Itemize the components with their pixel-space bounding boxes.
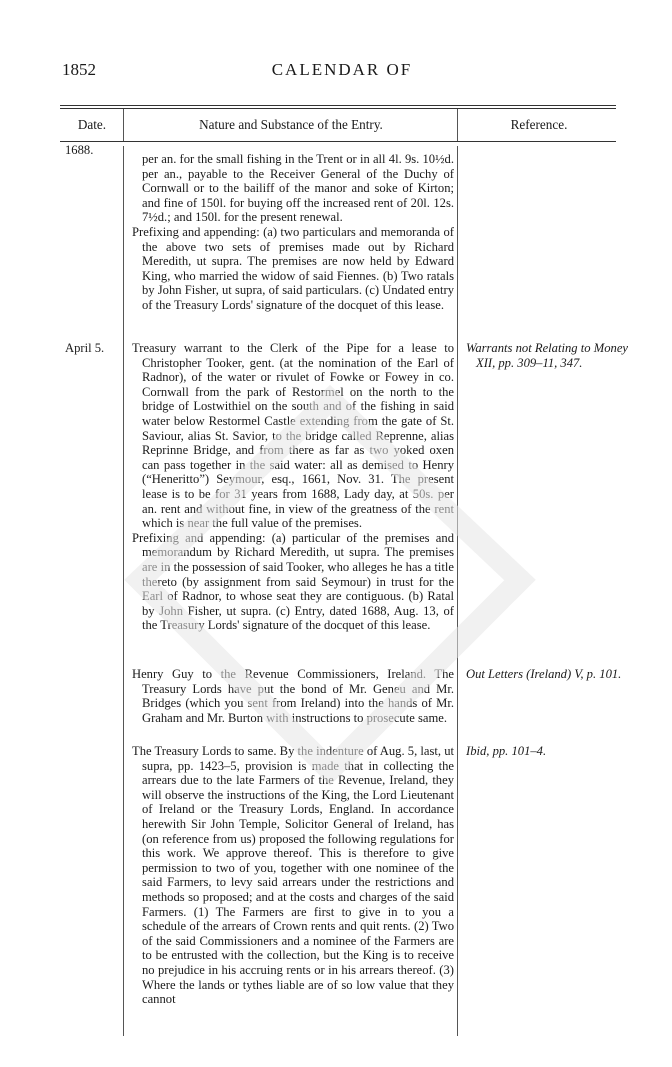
entry-date: April 5.: [65, 341, 105, 355]
entry-paragraph: Treasury warrant to the Clerk of the Pipe for a lease to Christopher Tooker, gent. (at the nomination of the Earl of Radnor), of the water or rivulet of Fowke or Fowey in co. Cornwall from the park of Restormel on the north to the bridge of Lostwithiel on the south and of the fishing in said water below Restormel Castle extending from the gate of St. Saviour, alias St. Savior, to the bridge called Reprenne, alias Reprinne Bridge, and from there as far as two yoked oxen can pass together in the said water: all as demised to Henry (“Heneritto”) Seymour, esq., 1661, Nov. 31. The present lease is to be for 31 years from 1688, Lady day, at 50s. per an. rent and without fine, in view of the greatness of the rent which is near the full value of the premises.: [132, 341, 454, 531]
entry-reference: Warrants not Relating to Money XII, pp. 309–11, 347.: [466, 341, 628, 370]
column-header-reference: Reference.: [510, 117, 568, 132]
entry-text: [132, 744, 454, 1007]
entry-text: [132, 152, 454, 313]
column-divider: [123, 146, 124, 1036]
entry-text: [132, 667, 454, 725]
entry-paragraph: Henry Guy to the Revenue Commissioners, Ireland. The Treasury Lords have put the bond of Mr. Geneu and Mr. Bridges (which you sent from Ireland) into the hands of Mr. Graham and Mr. Burton with instructions to prosecute same.: [132, 667, 454, 725]
column-divider: [457, 146, 458, 1036]
column-divider: [123, 109, 124, 141]
table-top-rule-double: [60, 108, 616, 109]
table-top-rule: [60, 105, 616, 106]
entry-text: [132, 341, 454, 633]
entry-paragraph: Prefixing and appending: (a) two particulars and memoranda of the above two sets of premises made out by Richard Meredith, ut supra. The premises are now held by Edward King, who married the widow of said Fiennes. (b) Two ratals by John Fisher, ut supra, of said particulars. (c) Undated entry of the Treasury Lords' signature of the docquet of this lease.: [132, 224, 454, 312]
running-head: [62, 60, 622, 84]
column-divider: [457, 109, 458, 141]
entry-paragraph: The Treasury Lords to same. By the indenture of Aug. 5, last, ut supra, pp. 1423–5, provision is made that in collecting the arrears due to the late Farmers of the Revenue, Ireland, they will observe the instructions of the King, the Lord Lieutenant of Ireland or the Treasury Lords, England. In accordance herewith Sir John Temple, Solicitor General of Ireland, has (on reference from us) proposed the following regulations for this work. We approve thereof. This is therefore to give permission to two of you, together with one nominee of the said Farmers, to levy said arrears under the restrictions and methods so proposed; and at the costs and charges of the said Farmers. (1) The Farmers are first to give in to you a schedule of the arrears of Crown rents and quit rents. (2) Two of the said Commissioners and a nominee of the Farmers are to be entrusted with the collection, but the King is to receive no prejudice in his accruing rents or in his arrears thereof. (3) Where the lands or tythes liable are of so low value that they cannot: [132, 744, 454, 1007]
entry-paragraph: per an. for the small fishing in the Trent or in all 4l. 9s. 10½d. per an., payable to the Receiver General of the Duchy of Cornwall or to the bailiff of the manor and soke of Kirton; and fine of 150l. for buying off the increased rent of 20l. 12s. 7½d.; and 150l. for the present renewal.: [142, 152, 454, 225]
entry-reference: Out Letters (Ireland) V, p. 101.: [466, 667, 622, 681]
entry-date: 1688.: [65, 143, 94, 157]
page-number: 1852: [62, 60, 96, 79]
table-header-rule: [60, 141, 616, 142]
entry-paragraph: Prefixing and appending: (a) particular of the premises and memorandum by Richard Meredith, ut supra. The premises are in the possession of said Tooker, who alleges he has a title thereto (by assignment from said Seymour) in trust for the Earl of Radnor, to whose seat they are contiguous. (b) Ratal by John Fisher, ut supra. (c) Entry, dated 1688, Aug. 13, of the Treasury Lords' signature of the docquet of this lease.: [132, 530, 454, 633]
running-title: CALENDAR OF: [271, 60, 413, 79]
entry-reference: Ibid, pp. 101–4.: [466, 744, 547, 758]
column-header-nature: Nature and Substance of the Entry.: [199, 117, 383, 132]
column-header-date: Date.: [77, 117, 107, 132]
